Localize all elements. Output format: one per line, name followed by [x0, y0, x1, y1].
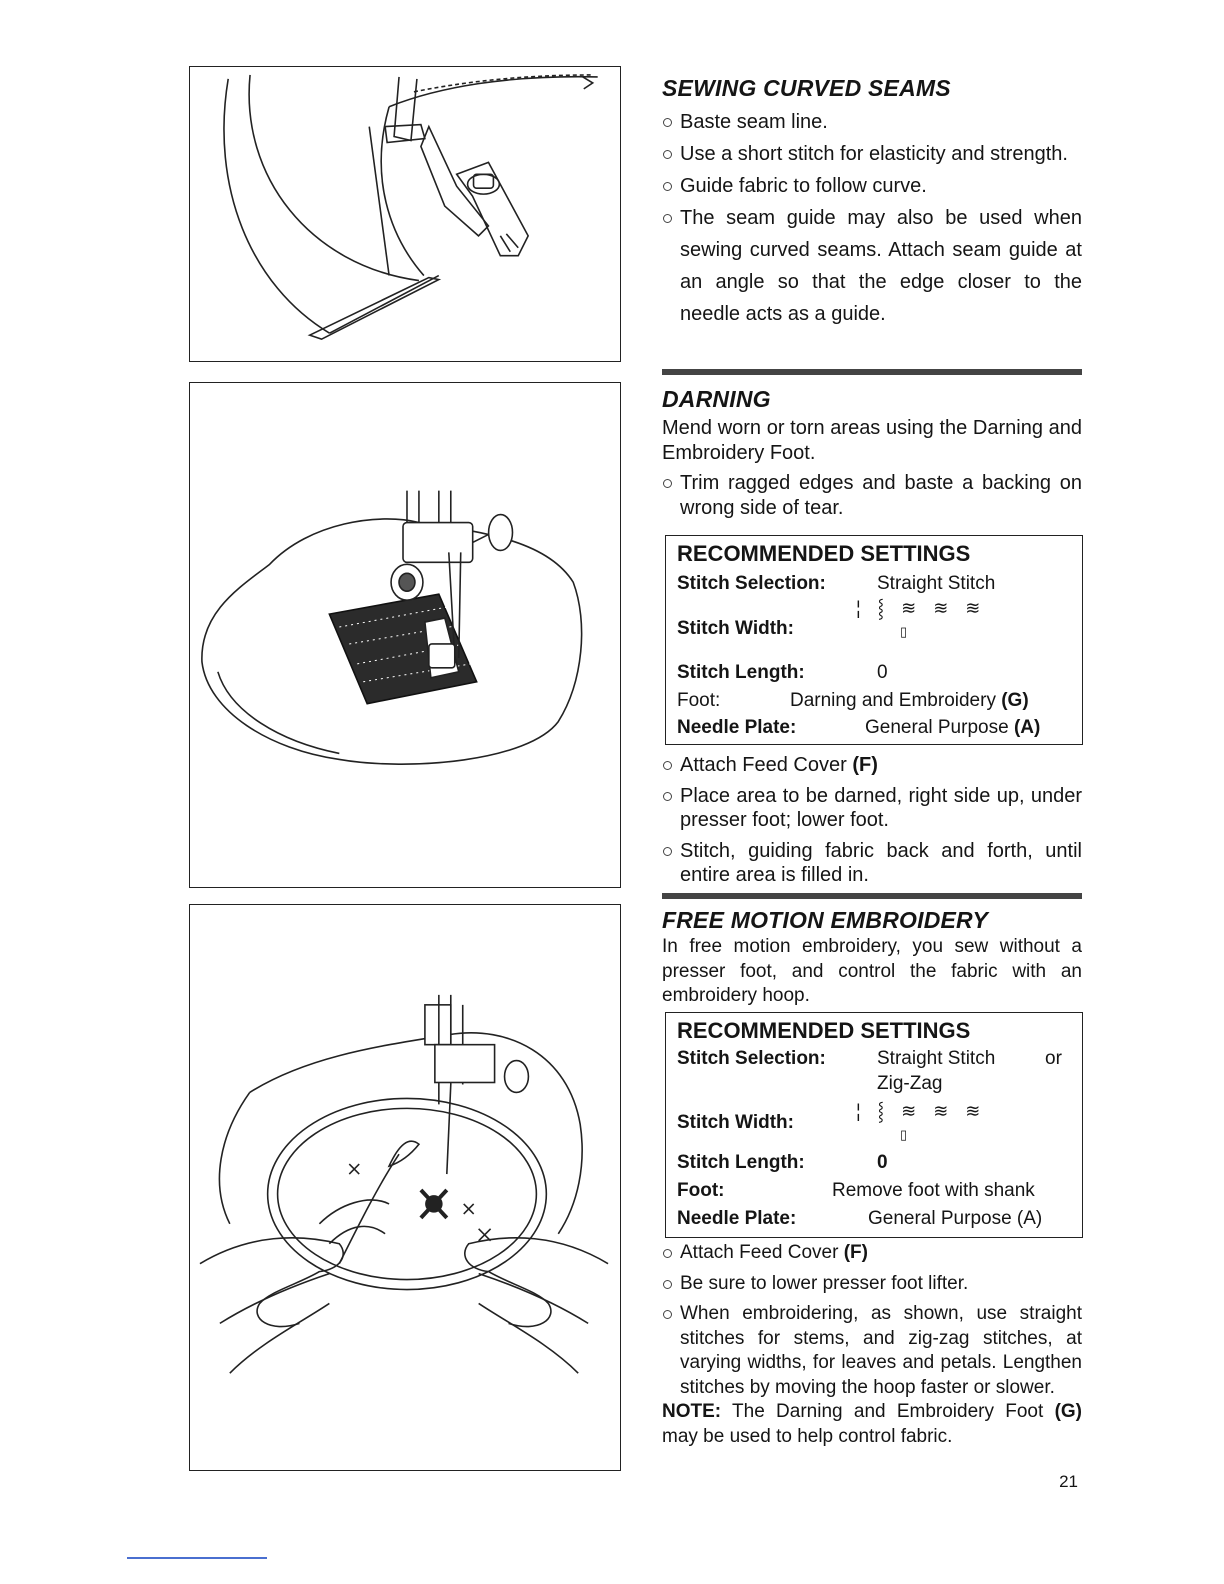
- embroidery-steps: [662, 1241, 1082, 1449]
- feed-cover-code: (F): [852, 754, 878, 776]
- bullet-when-embroidering: When embroidering, as shown, use straight stitches for stems, and zig-zag stitches, at varying widths, for leaves and petals. Lengthen stitches by moving the hoop faster or slower.: [662, 1302, 1082, 1400]
- stitch-selection-value: Straight Stitch: [877, 573, 996, 594]
- stitch-selection-label: Stitch Selection:: [677, 573, 826, 594]
- foot-label: Foot:: [677, 1180, 725, 1201]
- needle-plate-label: Needle Plate:: [677, 717, 797, 738]
- plate-code: (A): [1013, 717, 1041, 738]
- embroidery-intro: In free motion embroidery, you sew without a presser foot, and control the fabric with an embroidery hoop.: [662, 936, 1082, 1006]
- embroidery-drawing: [190, 905, 620, 1470]
- stitch-width-symbols: ¦ ⸾ ≋ ≋ ≋: [856, 1101, 987, 1121]
- stitch-width-symbols: ¦ ⸾ ≋ ≋ ≋: [856, 598, 987, 618]
- feed-cover-code: (F): [843, 1242, 868, 1263]
- darning-section: [662, 382, 1082, 520]
- needle-plate-label: Needle Plate:: [677, 1208, 797, 1229]
- darning-steps: [662, 753, 1082, 888]
- foot-code: (G): [1001, 690, 1029, 711]
- stitch-selection-value: Straight Stitch: [877, 1048, 996, 1069]
- darning-figure: [189, 382, 621, 888]
- note: [662, 1400, 1082, 1449]
- foot-name: Darning and Embroidery: [790, 690, 996, 711]
- bullet-lower-lifter: Be sure to lower presser foot lifter.: [662, 1272, 1082, 1297]
- foot-value: [790, 690, 1029, 712]
- note-code: (G): [1054, 1401, 1082, 1422]
- stitch-width-indicator-icon: ▯: [900, 624, 914, 639]
- flower-motif: [421, 1190, 447, 1218]
- bullet-seam-guide: The seam guide may also be used when sewing curved seams. Attach seam guide at an angle so that the edge closer to the needle acts as a guide.: [662, 202, 1082, 330]
- stitch-width-indicator-icon: ▯: [900, 1127, 914, 1142]
- feed-cover-text: Attach Feed Cover: [680, 1242, 839, 1263]
- darning-heading: DARNING: [662, 386, 771, 412]
- needle-plate-value: General Purpose (A): [868, 1208, 1043, 1229]
- bullet-short-stitch: Use a short stitch for elasticity and strength.: [662, 138, 1082, 170]
- bullet-attach-feed-cover: [662, 753, 1082, 778]
- darning-settings-box: [665, 535, 1083, 745]
- stitch-length-value: 0: [877, 662, 888, 683]
- note-text-2: may be used to help control fabric.: [662, 1425, 953, 1447]
- feed-cover-text: Attach Feed Cover: [680, 754, 847, 776]
- darning-intro: Mend worn or torn areas using the Darning and Embroidery Foot.: [662, 417, 1082, 464]
- embroidery-settings-box: [665, 1012, 1083, 1238]
- curved-seams-section: [662, 72, 1082, 330]
- note-label: NOTE:: [662, 1401, 722, 1422]
- darning-drawing: [190, 383, 620, 887]
- foot-label: Foot:: [677, 690, 721, 711]
- embroidery-section: [662, 905, 1082, 1009]
- section-divider: [662, 369, 1082, 375]
- stitch-selection-label: Stitch Selection:: [677, 1048, 826, 1069]
- curved-seams-heading: SEWING CURVED SEAMS: [662, 75, 951, 101]
- footer-line: [127, 1557, 267, 1559]
- stitch-length-label: Stitch Length:: [677, 662, 805, 683]
- embroidery-heading: FREE MOTION EMBROIDERY: [662, 907, 988, 933]
- embroidery-figure: [189, 904, 621, 1471]
- stitch-length-value: 0: [877, 1152, 888, 1173]
- needle-plate-value: [865, 717, 1040, 739]
- bullet-attach-feed-cover: [662, 1241, 1082, 1266]
- bullet-guide-fabric: Guide fabric to follow curve.: [662, 170, 1082, 202]
- embroidery-settings-heading: RECOMMENDED SETTINGS: [677, 1018, 971, 1043]
- stitch-selection-value-2: Zig-Zag: [877, 1073, 943, 1094]
- section-divider: [662, 893, 1082, 899]
- bullet-baste: Baste seam line.: [662, 106, 1082, 138]
- plate-name: General Purpose: [865, 717, 1009, 738]
- stitch-width-label: Stitch Width:: [677, 618, 794, 639]
- bullet-stitch-guiding: Stitch, guiding fabric back and forth, until entire area is filled in.: [662, 839, 1082, 888]
- curved-seam-drawing: [190, 67, 620, 361]
- bullet-trim-edges: Trim ragged edges and baste a backing on wrong side of tear.: [662, 471, 1082, 520]
- bullet-place-area: Place area to be darned, right side up, under presser foot; lower foot.: [662, 784, 1082, 833]
- darning-settings-heading: RECOMMENDED SETTINGS: [677, 541, 971, 566]
- note-text: The Darning and Embroidery Foot: [732, 1401, 1044, 1422]
- stitch-width-label: Stitch Width:: [677, 1112, 794, 1133]
- curved-seam-figure: [189, 66, 621, 362]
- stitch-selection-or: or: [1045, 1048, 1062, 1069]
- foot-value: Remove foot with shank: [832, 1180, 1035, 1201]
- page-number: 21: [1059, 1472, 1078, 1491]
- stitch-length-label: Stitch Length:: [677, 1152, 805, 1173]
